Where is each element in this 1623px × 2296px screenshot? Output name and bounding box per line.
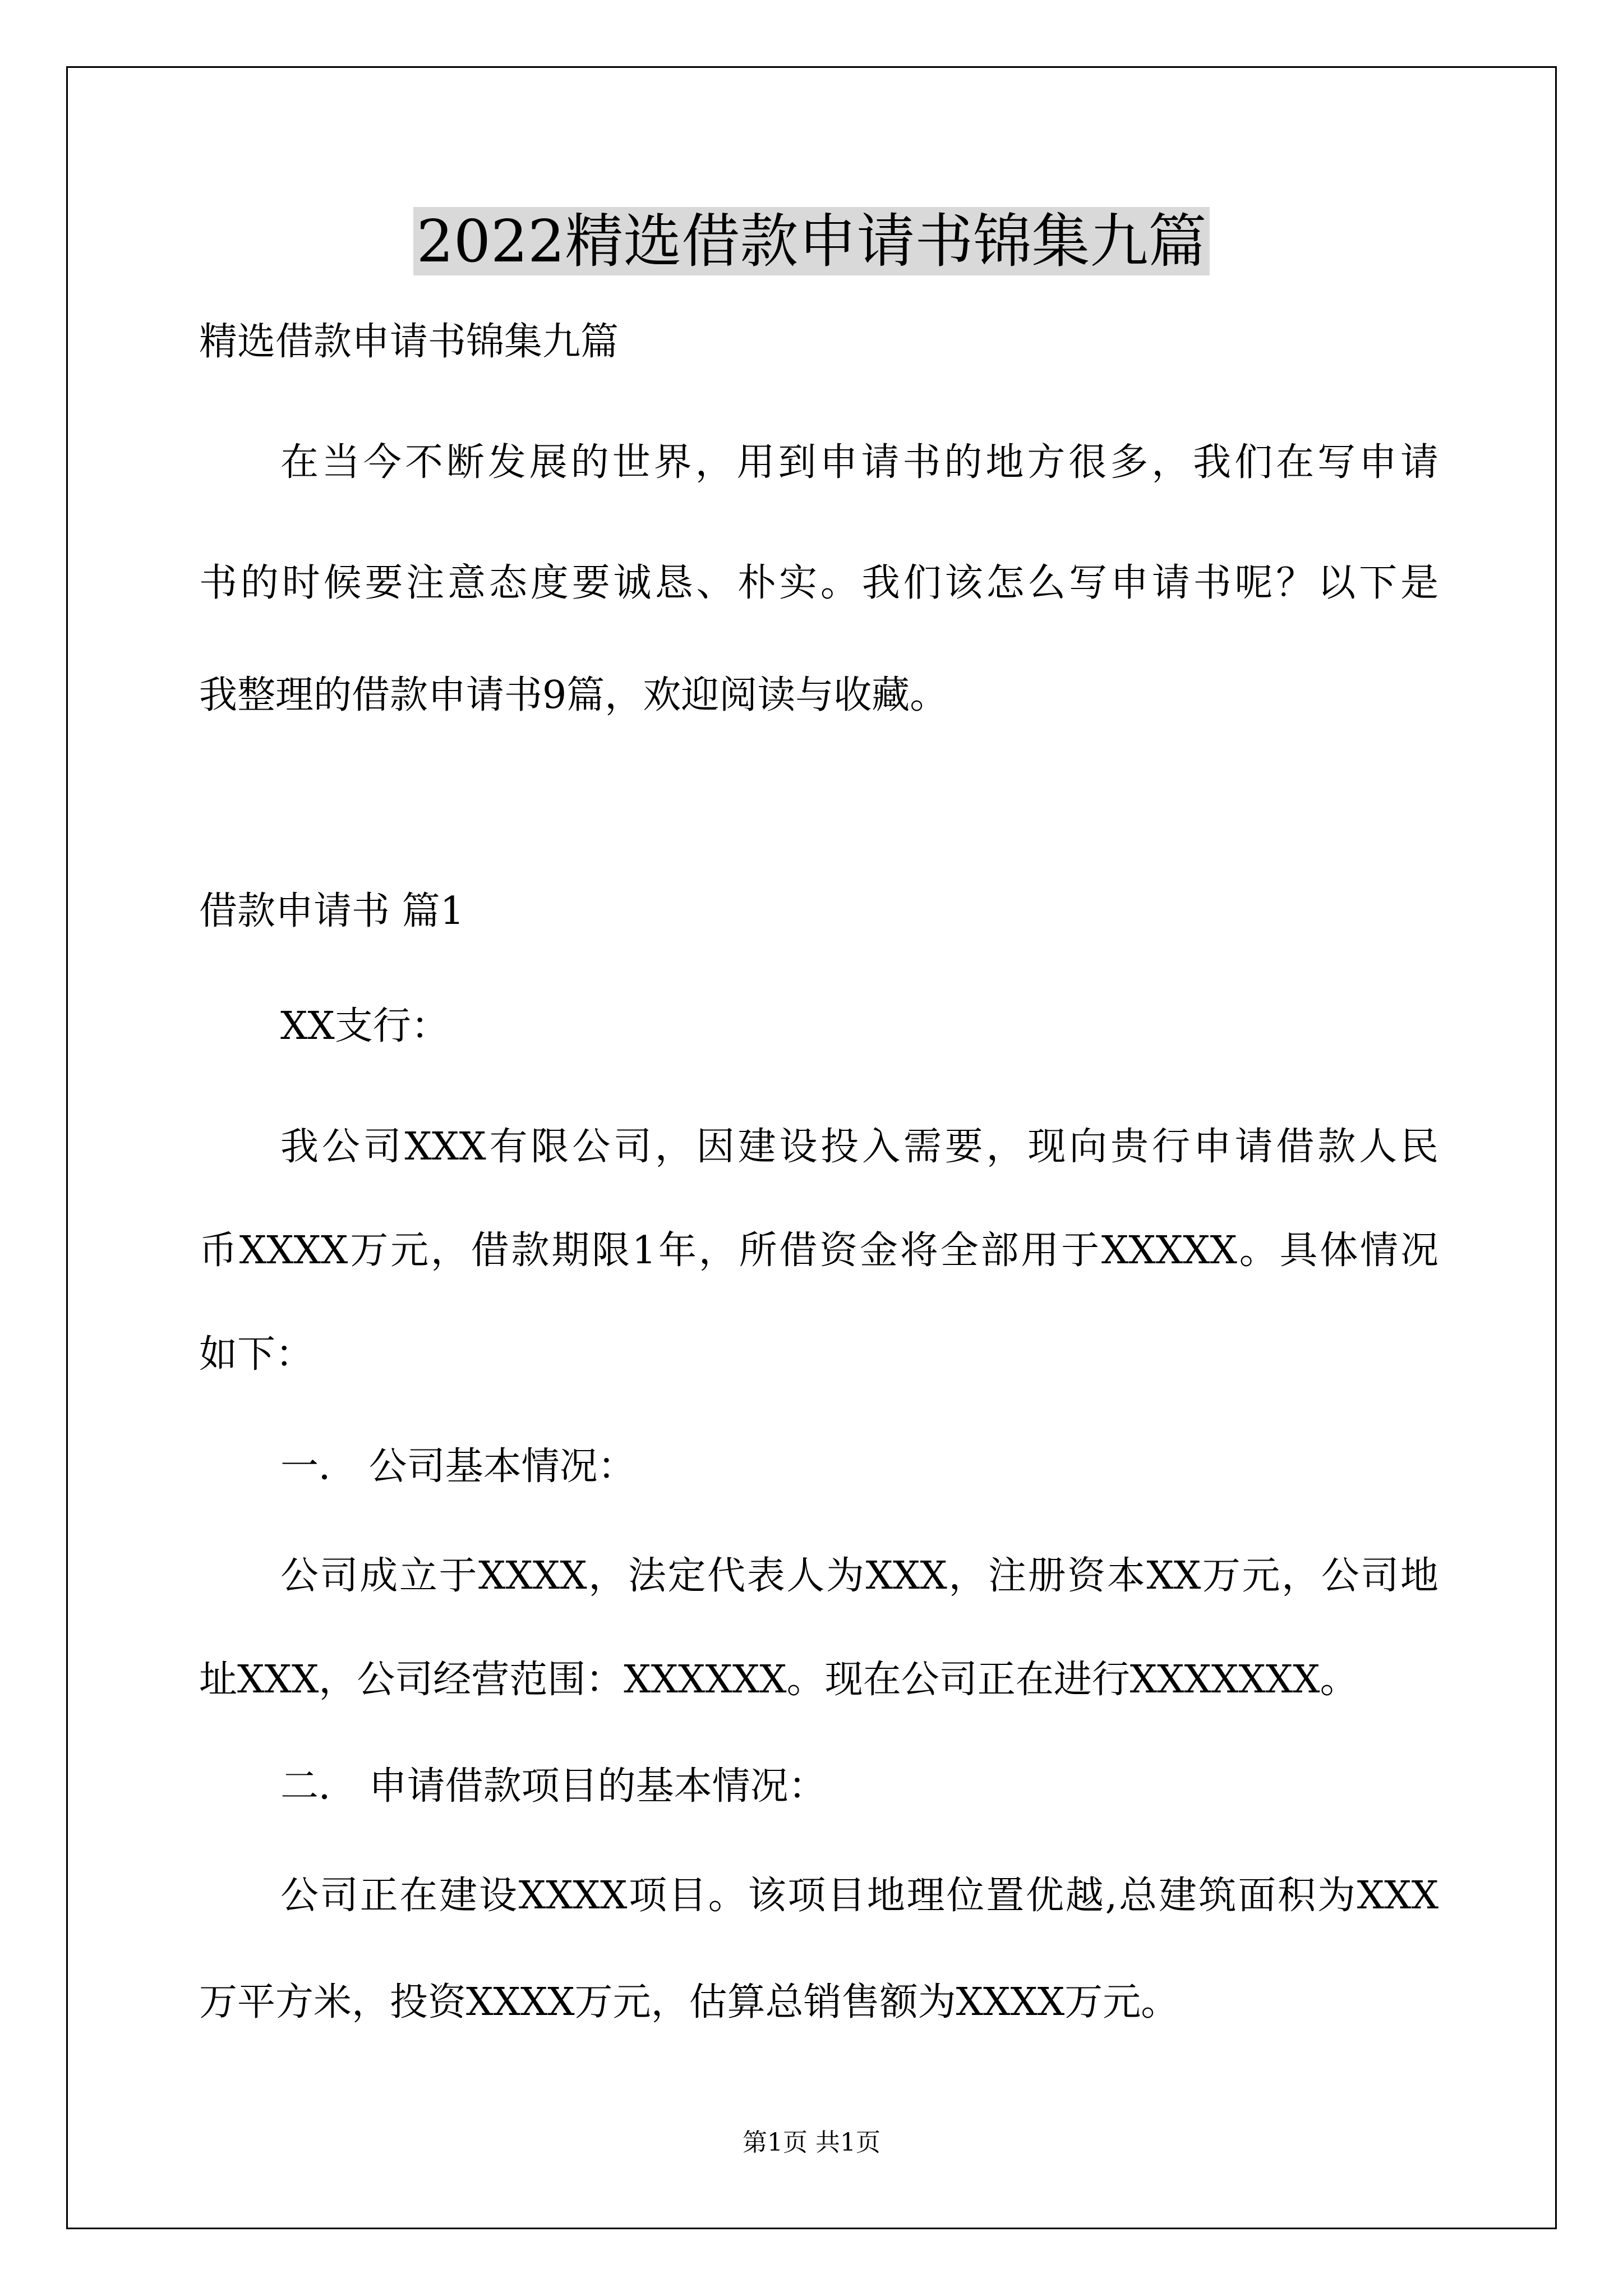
document-title-text: 2022精选借款申请书锦集九篇	[413, 207, 1210, 275]
intro-line-1: 在当今不断发展的世界，用到申请书的地方很多，我们在写申请	[280, 440, 1438, 485]
para3-line-2: 万平方米，投资XXXX万元，估算总销售额为XXXX万元。	[199, 1980, 1179, 2024]
para1-line-3: 如下：	[199, 1332, 314, 1377]
para2-line-1: 公司成立于XXXX，法定代表人为XXX，注册资本XX万元，公司地	[280, 1554, 1438, 1598]
para1-line-1: 我公司XXX有限公司，因建设投入需要，现向贵行申请借款人民	[280, 1125, 1438, 1169]
item1-heading: 一． 公司基本情况：	[280, 1444, 636, 1489]
para1-line-2: 币XXXX万元，借款期限1年，所借资金将全部用于XXXXX。具体情况	[199, 1228, 1438, 1273]
para2-line-2: 址XXX，公司经营范围：XXXXXX。现在公司正在进行XXXXXXX。	[199, 1658, 1358, 1702]
intro-line-3: 我整理的借款申请书9篇，欢迎阅读与收藏。	[199, 673, 948, 717]
page-footer: 第1页 共1页	[743, 2128, 880, 2157]
para3-line-1: 公司正在建设XXXX项目。该项目地理位置优越,总建筑面积为XXX	[280, 1874, 1438, 1918]
document-subtitle: 精选借款申请书锦集九篇	[199, 320, 619, 364]
intro-line-2: 书的时候要注意态度要诚恳、朴实。我们该怎么写申请书呢？以下是	[199, 561, 1438, 605]
document-title	[0, 199, 1623, 283]
section-heading: 借款申请书 篇1	[199, 889, 464, 933]
salutation: XX支行：	[280, 1004, 449, 1048]
item2-heading: 二． 申请借款项目的基本情况：	[280, 1764, 827, 1809]
